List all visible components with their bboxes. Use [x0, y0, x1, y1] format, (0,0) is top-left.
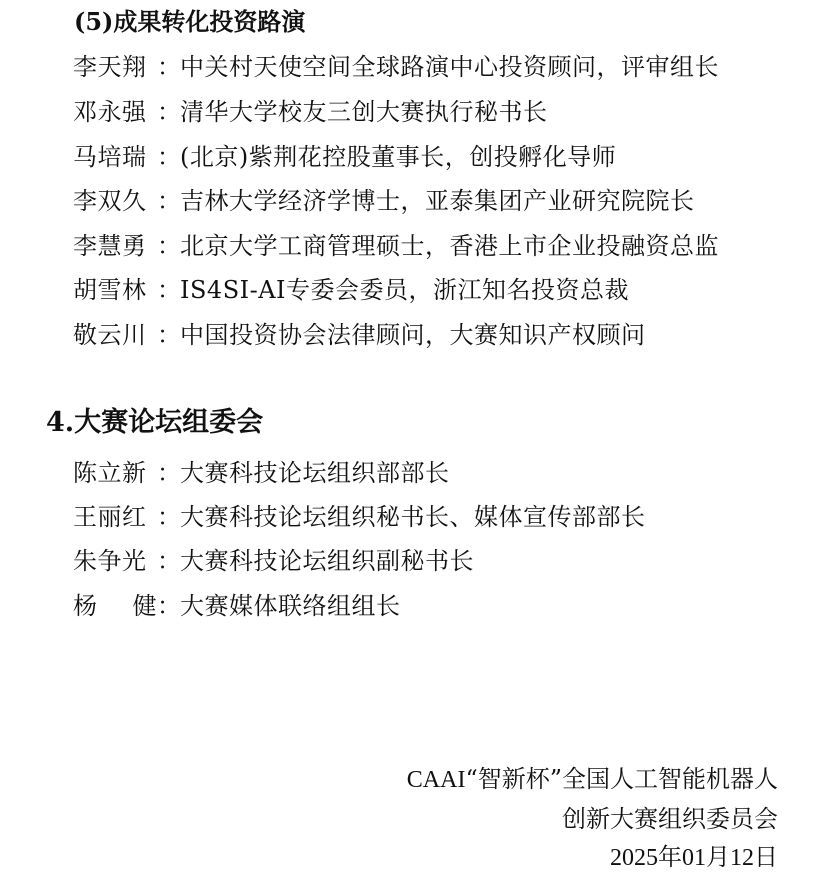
- roadshow-member: [73, 221, 719, 265]
- member-colon: ：: [157, 591, 182, 620]
- forum-committee-heading: 4.大赛论坛组委会: [46, 407, 264, 438]
- member-role: 大赛科技论坛组织部部长: [180, 458, 450, 487]
- member-name: 王丽红: [73, 502, 147, 531]
- member-colon: ：: [157, 275, 182, 304]
- member-role: 中国投资协会法律顾问，大赛知识产权顾问: [180, 320, 646, 349]
- signature-date: 2025年01月12日: [610, 845, 778, 871]
- member-role: 清华大学校友三创大赛执行秘书长: [180, 97, 548, 126]
- member-name: 朱争光: [73, 546, 147, 575]
- member-colon: ：: [157, 458, 182, 487]
- roadshow-member: [73, 87, 548, 131]
- signature-block: [407, 760, 778, 878]
- member-role: 大赛科技论坛组织副秘书长: [180, 546, 474, 575]
- member-role: 中关村天使空间全球路演中心投资顾问，评审组长: [180, 52, 719, 81]
- member-name: 陈立新: [73, 458, 147, 487]
- member-name: 李双久: [73, 186, 147, 215]
- signature-org-prefix: CAAI: [406, 767, 466, 793]
- member-name: 李慧勇: [73, 231, 147, 260]
- member-colon: ：: [157, 231, 182, 260]
- roadshow-member: [73, 265, 629, 309]
- signature-org-name: “智新杯”全国人工智能机器人: [465, 765, 778, 793]
- member-role: 大赛科技论坛组织秘书长、媒体宣传部部长: [180, 502, 646, 531]
- member-colon: ：: [157, 52, 182, 81]
- signature-org-line: [407, 760, 778, 800]
- member-name: 李天翔: [73, 52, 147, 81]
- member-colon: ：: [157, 186, 182, 215]
- member-colon: ：: [157, 546, 182, 575]
- member-name: 杨健: [73, 591, 157, 620]
- member-role: (北京)紫荆花控股董事长，创投孵化导师: [180, 142, 617, 171]
- committee-member: [73, 492, 646, 536]
- member-colon: ：: [157, 502, 182, 531]
- member-colon: ：: [157, 97, 182, 126]
- member-role: IS4SI-AI专委会委员，浙江知名投资总裁: [180, 275, 630, 304]
- member-role: 北京大学工商管理硕士，香港上市企业投融资总监: [180, 231, 719, 260]
- member-name: 胡雪林: [73, 275, 147, 304]
- member-role: 吉林大学经济学博士，亚泰集团产业研究院院长: [180, 186, 695, 215]
- roadshow-member: [73, 132, 616, 176]
- roadshow-member: [73, 176, 695, 220]
- signature-committee: 创新大赛组织委员会: [562, 805, 778, 833]
- member-role: 大赛媒体联络组组长: [180, 591, 401, 620]
- roadshow-member: [73, 42, 719, 86]
- member-colon: ：: [157, 320, 182, 349]
- member-colon: ：: [157, 142, 182, 171]
- committee-member: [73, 581, 401, 625]
- committee-member: [73, 536, 474, 580]
- member-name: 敬云川: [73, 320, 147, 349]
- member-name: 邓永强: [73, 97, 147, 126]
- committee-member: [73, 448, 450, 492]
- roadshow-member: [73, 310, 646, 354]
- roadshow-heading: (5)成果转化投资路演: [74, 7, 306, 36]
- member-name: 马培瑞: [73, 142, 147, 171]
